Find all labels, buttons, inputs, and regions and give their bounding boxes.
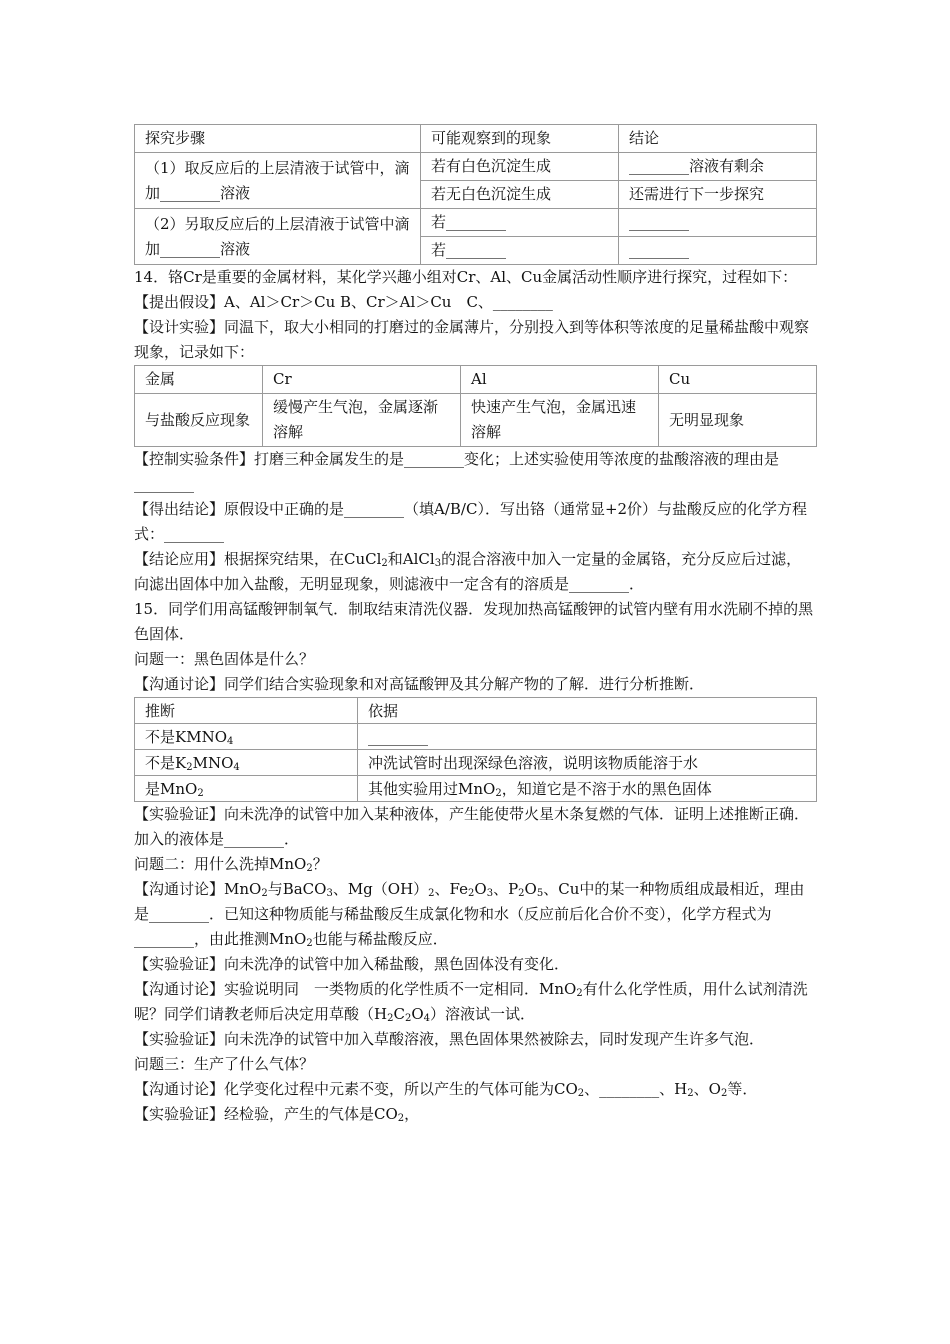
table-cell bbox=[135, 750, 358, 776]
text-segment: 【结论应用】根据探究结果，在CuCl bbox=[134, 550, 382, 568]
table-cell bbox=[358, 776, 817, 802]
table-row bbox=[135, 366, 817, 394]
table-header: 结论 bbox=[619, 125, 817, 153]
text-segment: 【沟通讨论】实验说明同 一类物质的化学性质不一定相同．MnO bbox=[134, 980, 577, 998]
table-row bbox=[135, 776, 817, 802]
q14-control: 【控制实验条件】打磨三种金属发生的是________变化；上述实验使用等浓度的盐酸溶液的理由是________ bbox=[134, 450, 780, 493]
text-segment: 的混合溶液中加入一定量的金属铬，充分反应后过滤，向滤出固体中加入盐酸，无明显现象，则滤液中一定含有的溶质是________． bbox=[134, 550, 802, 593]
subscript: 2 bbox=[261, 888, 268, 899]
text-segment: C bbox=[393, 1005, 405, 1023]
subscript: 2 bbox=[404, 1013, 412, 1024]
table-row bbox=[135, 394, 817, 447]
text-segment: 、________、H bbox=[584, 1080, 688, 1098]
table-cell: 缓慢产生气泡，金属逐渐溶解 bbox=[263, 394, 461, 447]
table-cell: 若________ bbox=[421, 209, 619, 237]
text-segment: ， bbox=[404, 1105, 420, 1123]
text-segment: ？ bbox=[312, 855, 328, 873]
text-segment: 不是KMNO bbox=[145, 727, 227, 746]
q14-hypothesis: 【提出假设】A、Al＞Cr＞Cu B、Cr＞Al＞Cu C、________ bbox=[134, 293, 553, 311]
table-cell: （2）另取反应后的上层清液于试管中滴加________溶液 bbox=[135, 209, 421, 265]
table-cell: ________溶液有剩余 bbox=[619, 153, 817, 181]
q14-conclusion: 【得出结论】原假设中正确的是________（填A/B/C）．写出铬（通常显+2价）与盐酸反应的化学方程式：________ bbox=[134, 500, 808, 543]
subscript: 2 bbox=[576, 988, 583, 999]
q15-intro: 15．同学们用高锰酸钾制氧气．制取结束清洗仪器．发现加热高锰酸钾的试管内壁有用水洗刷不掉的黑色固体． bbox=[134, 600, 814, 643]
q15-verify2: 【实验验证】向未洗净的试管中加入稀盐酸，黑色固体没有变化． bbox=[134, 955, 570, 973]
table-header: 可能观察到的现象 bbox=[421, 125, 619, 153]
q15-verify3: 【实验验证】向未洗净的试管中加入草酸溶液，黑色固体果然被除去，同时发现产生许多气泡． bbox=[134, 1030, 765, 1048]
text-segment: 问题二：用什么洗掉MnO bbox=[134, 855, 307, 873]
table-cell: ________ bbox=[619, 209, 817, 237]
table-cell: 还需进行下一步探究 bbox=[619, 181, 817, 209]
subscript: 2 bbox=[495, 787, 502, 799]
text-segment: ）溶液试一试． bbox=[430, 1005, 536, 1023]
text-segment: 有什么化学性质，用什么试剂清洗呢？同学们请教老师后决定用草酸（H bbox=[134, 980, 808, 1023]
subscript: 3 bbox=[434, 558, 442, 569]
q15-discuss3 bbox=[134, 977, 816, 1027]
subscript: 2 bbox=[720, 1088, 728, 1099]
subscript: 4 bbox=[227, 735, 234, 747]
table-header: 推断 bbox=[135, 698, 358, 724]
table-cell: 无明显现象 bbox=[659, 394, 817, 447]
table-cell: 若有白色沉淀生成 bbox=[421, 153, 619, 181]
text-segment: 和AlCl bbox=[387, 550, 435, 568]
subscript: 2 bbox=[197, 787, 204, 799]
subscript: 4 bbox=[423, 1013, 431, 1024]
text-segment: MNO bbox=[192, 753, 234, 772]
subscript: 5 bbox=[536, 888, 544, 899]
q15-liquid: 加入的液体是________． bbox=[134, 830, 300, 848]
table-header: 依据 bbox=[358, 698, 817, 724]
table-cell: 冲洗试管时出现深绿色溶液，说明该物质能溶于水 bbox=[358, 750, 817, 776]
text-segment: 其他实验用过MnO bbox=[368, 779, 496, 798]
table-row bbox=[135, 724, 817, 750]
text-segment: 、O bbox=[693, 1080, 721, 1098]
q14-application bbox=[134, 547, 816, 597]
q14-intro: 14．铬Cr是重要的金属材料，某化学兴趣小组对Cr、Al、Cu金属活动性顺序进行探究，过程如下： bbox=[134, 268, 798, 286]
table-cell: 与盐酸反应现象 bbox=[135, 394, 263, 447]
q15-discuss4 bbox=[134, 1077, 816, 1102]
q15-discuss2 bbox=[134, 877, 816, 952]
subscript: 2 bbox=[468, 888, 475, 899]
text-segment: 【实验验证】经检验，产生的气体是CO bbox=[134, 1105, 398, 1123]
text-segment: 等． bbox=[727, 1080, 758, 1098]
subscript: 2 bbox=[397, 1113, 405, 1124]
table-row bbox=[135, 750, 817, 776]
subscript: 2 bbox=[306, 863, 313, 874]
q15-verify1: 【实验验证】向未洗净的试管中加入某种液体，产生能使带火星木条复燃的气体．证明上述推断正确． bbox=[134, 805, 810, 823]
table-row bbox=[135, 125, 817, 153]
table-cell: （1）取反应后的上层清液于试管中，滴加________溶液 bbox=[135, 153, 421, 209]
text-segment: O bbox=[524, 880, 537, 898]
text-segment: ，知道它是不溶于水的黑色固体 bbox=[501, 779, 712, 798]
table-header: Cr bbox=[263, 366, 461, 394]
q15-question3: 问题三：生产了什么气体？ bbox=[134, 1055, 315, 1073]
q14-design: 【设计实验】同温下，取大小相同的打磨过的金属薄片，分别投入到等体积等浓度的足量稀盐酸中观察现象，记录如下： bbox=[134, 318, 810, 361]
text-segment: 与BaCO bbox=[267, 880, 327, 898]
document-page bbox=[134, 124, 816, 1127]
table-cell: ________ bbox=[619, 237, 817, 265]
text-segment: 是MnO bbox=[145, 779, 198, 798]
subscript: 2 bbox=[577, 1088, 585, 1099]
subscript: 2 bbox=[428, 888, 435, 899]
subscript: 2 bbox=[381, 558, 388, 569]
table-cell bbox=[135, 724, 358, 750]
text-segment: 、Cu中的某一种物质组成最相近，理由是________．已知这种物质能与稀盐酸反生成氯化物和水（反应前后化合价不变），化学方程式为________，由此推测MnO bbox=[134, 880, 805, 948]
metal-reaction-table bbox=[134, 365, 817, 447]
q15-question1: 问题一：黑色固体是什么？ bbox=[134, 650, 315, 668]
table-cell: 若无白色沉淀生成 bbox=[421, 181, 619, 209]
q15-question2 bbox=[134, 852, 816, 877]
table-header: 金属 bbox=[135, 366, 263, 394]
table-header: Cu bbox=[659, 366, 817, 394]
text-segment: 也能与稀盐酸反应． bbox=[312, 930, 448, 948]
text-segment: 【沟通讨论】化学变化过程中元素不变，所以产生的气体可能为CO bbox=[134, 1080, 578, 1098]
text-segment: 、Mg（OH） bbox=[332, 880, 429, 898]
table-row bbox=[135, 153, 817, 181]
subscript: 2 bbox=[687, 1088, 694, 1099]
exploration-table bbox=[134, 124, 817, 265]
text-segment: 不是K bbox=[145, 753, 187, 772]
text-segment: 【沟通讨论】MnO bbox=[134, 880, 262, 898]
table-row bbox=[135, 209, 817, 237]
table-cell: ________ bbox=[358, 724, 817, 750]
text-segment: 、Fe bbox=[434, 880, 469, 898]
subscript: 2 bbox=[186, 761, 193, 773]
q15-discuss1: 【沟通讨论】同学们结合实验现象和对高锰酸钾及其分解产物的了解．进行分析推断． bbox=[134, 675, 705, 693]
subscript: 3 bbox=[326, 888, 333, 899]
q15-verify4 bbox=[134, 1102, 816, 1127]
subscript: 3 bbox=[486, 888, 494, 899]
table-header: 探究步骤 bbox=[135, 125, 421, 153]
table-cell: 若________ bbox=[421, 237, 619, 265]
subscript: 4 bbox=[233, 761, 240, 773]
table-cell: 快速产生气泡，金属迅速溶解 bbox=[461, 394, 659, 447]
table-cell bbox=[135, 776, 358, 802]
table-row bbox=[135, 698, 817, 724]
subscript: 2 bbox=[387, 1013, 394, 1024]
table-header: Al bbox=[461, 366, 659, 394]
text-segment: 、P bbox=[493, 880, 519, 898]
text-segment: O bbox=[474, 880, 487, 898]
subscript: 2 bbox=[306, 938, 313, 949]
subscript: 2 bbox=[518, 888, 525, 899]
text-segment: O bbox=[411, 1005, 424, 1023]
inference-table bbox=[134, 697, 817, 802]
